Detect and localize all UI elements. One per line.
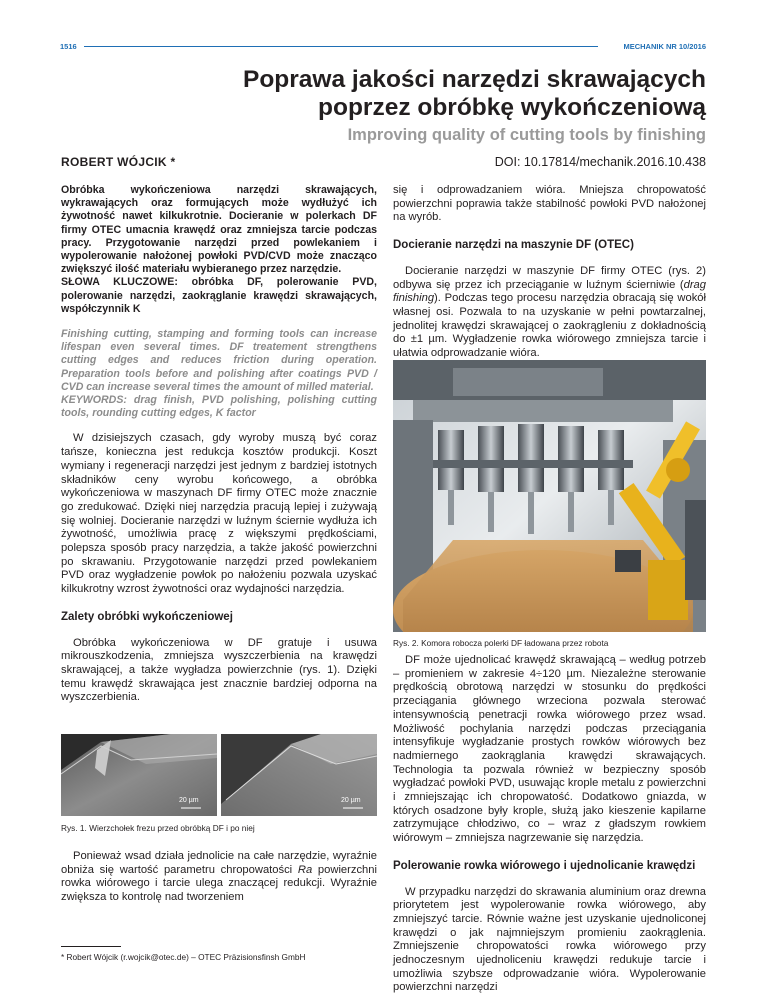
ra-paragraph: Ponieważ wsad działa jednolicie na całe narzędzie, wyraźnie obniża się wartość parametru chropowatości Ra powierzchni rowka wiórowego i tarcie ulega znaczącej redukcji. Wyraźnie zwiększa to kontrolę nad tworzeniem [61,850,377,904]
footnote-text: * Robert Wójcik (r.wojcik@otec.de) – OTEC Präzisionsfinsh GmbH [61,952,306,962]
figure-1-caption: Rys. 1. Wierzchołek frezu przed obróbką DF i po niej [61,823,255,833]
abstract-pl: Obróbka wykończeniowa narzędzi skrawających, wykrawających oraz formujących może wydłużyć ich żywotność nawet kilkukrotnie. Docieranie w polerkach DF firmy OTEC umacnia krawędź oraz zmniejsza tarcie podczas pracy. Przygotowanie narzędzi przed powlekaniem i wypolerowanie nałożonej powłoki PVD/CVD może znacząco zwiększyć ilość materiału wybieranego przez narzędzie. [61,184,377,276]
df-radius-paragraph: DF może ujednolicać krawędź skrawającą – według potrzeb – promieniem w zakresie 4÷120 µm. Niezależne sterowanie prędkością obrotową narzędzi w stosunku do prędkości przeciągania głównego wrzeciona pozwala sterować intensywnością penetracji rowka wiórowego przez wsad. Możliwość pochylania narzędzi podczas przeciągania intensyfikuje wygładzanie prostych rowków wiórowych bez nadmiernego zaokrąglania krawędzi skrawających. Technologia ta pozwala również w bezpieczny sposób wygładzać powłoki PVD, usuwając krople metalu z powierzchni i zmniejszając ich chropowatość. Dodatkowo gniazda, w których osadzone były krople, służą jako kieszenie kapilarne zatrzymujące chłodziwo, co – wraz z gładszym rowkiem wiórowym – zmniejsza nagrzewanie się narzędzia. [393,654,706,845]
df-paragraph: Docieranie narzędzi w maszynie DF firmy OTEC (rys. 2) odbywa się przez ich przeciąganie w luźnym ścierniwie (drag finishing). Podczas tego procesu narzędzia obracają się wokół własnej osi. Pozwala to na uzyskanie w pełni powtarzalnej, jednolitej krawędzi skrawającej o zaokrągleniu z dokładnością do ±1 µm. Wygładzenie rowka wiórowego zmniejsza tarcie i ułatwia odprowadzanie wióra. [393,264,706,360]
right-column-bottom [393,654,706,995]
header-rule [84,46,598,47]
scale-label-right: 20 µm [341,797,361,804]
page-number: 1516 [60,42,77,51]
section-heading-df: Docieranie narzędzi na maszynie DF (OTEC) [393,239,634,252]
running-header [60,42,706,52]
author-name: ROBERT WÓJCIK * [61,155,176,169]
figure-2-photo [393,360,706,632]
doi: DOI: 10.17814/mechanik.2016.10.438 [494,155,706,169]
right-column-top [393,184,706,361]
journal-issue: MECHANIK NR 10/2016 [623,42,706,51]
article-subtitle: Improving quality of cutting tools by finishing [347,126,706,144]
figure-1-sem-images [61,734,377,816]
sem-image-pair [61,734,377,816]
continued-paragraph: się i odprowadzaniem wióra. Mniejsza chropowatość powierzchni poprawia także stabilność powłoki PVD nałożonej na wyrób. [393,184,706,224]
figure-2-caption: Rys. 2. Komora robocza polerki DF ładowana przez robota [393,638,609,648]
scale-label-left: 20 µm [179,797,199,804]
keywords-en: KEYWORDS: drag finish, PVD polishing, polishing cutting tools, rounding cutting edges, K factor [61,394,377,420]
df-machine-robot-photo [393,360,706,632]
footnote-rule [61,946,121,947]
left-column [61,184,377,705]
footnote [61,946,377,962]
polishing-paragraph: W przypadku narzędzi do skrawania aluminium oraz drewna priorytetem jest wypolerowanie rowka wiórowego, aby zmniejszyć tarcie. Równie ważne jest uzyskanie ujednoliconej krawędzi o jak najmniejszym promieniu zaokrąglenia. Zmniejszenie chropowatości rowka wiórowego przy jednoczesnym ujednoliceniu krawędzi redukuje tarcie i umożliwia szybsze odprowadzanie wióra. Wypolerowanie powierzchni narzędzi [393,885,706,994]
section-heading-advantages: Zalety obróbki wykończeniowej [61,610,233,623]
section-heading-polishing: Polerowanie rowka wiórowego i ujednolicanie krawędzi [393,859,696,872]
keywords-pl: SŁOWA KLUCZOWE: obróbka DF, polerowanie PVD, polerowanie narzędzi, zaokrąglanie krawędzi skrawających, współczynnik K [61,276,377,315]
advantages-paragraph: Obróbka wykończeniowa w DF gratuje i usuwa mikrouszkodzenia, zmniejsza wyszczerbienia na krawędzi skrawającej, a także wygładza powierzchnie (rys. 1). Dzięki temu krawędź skrawająca jest znacznie bardziej odporna na wyszczerbienia. [61,636,377,704]
abstract-en: Finishing cutting, stamping and forming tools can increase lifespan even several times. DF treatement strengthens cutting edges and reduces friction during operation. Preparation tools before and polishing after coatings PVD / CVD can increase several times the amount of milled material. [61,328,377,393]
article-title: Poprawa jakości narzędzi skrawających poprzez obróbkę wykończeniową [242,66,706,121]
intro-paragraph: W dzisiejszych czasach, gdy wyroby muszą być coraz tańsze, konieczna jest redukcja kosztów produkcji. Koszt wymiany i regeneracji narzędzi jest jednym z bardziej istotnych składników ceny wyrobu końcowego, a obróbka wykończeniowa w maszynach DF firmy OTEC może znacznie go zredukować. Dzięki niej narzędzia pracują lepiej i zużywają się wolniej. Docieranie narzędzi w luźnym ściernie wydłuża ich żywotność, umożliwia pracę z większymi prędkościami, polepsza sposób pracy narzędzia, a także jakość powierzchni po skrawaniu. Przygotowanie narzędzi przed powlekaniem PVD oraz wygładzenie powłok po nałożeniu pozwala uzyskać kilkukrotny wzrost żywotności oraz wydajności narzędzia. [61,432,377,596]
left-column-bottom [61,850,377,905]
